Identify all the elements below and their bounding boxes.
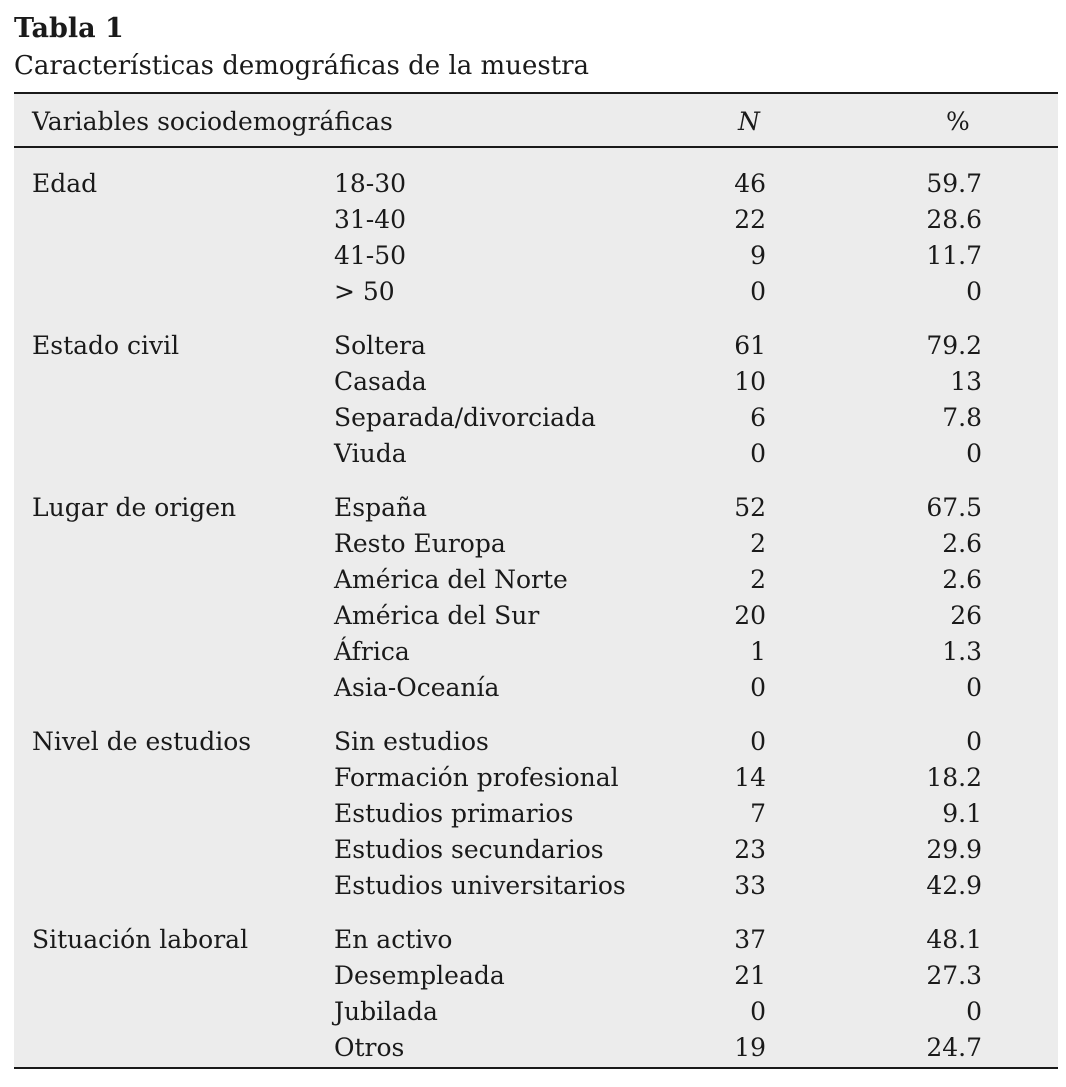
row-percent: 2.6 (942, 529, 982, 558)
row-category: 18-30 (334, 169, 407, 198)
demographics-table (14, 92, 1058, 1069)
row-category: 31-40 (334, 205, 407, 234)
row-n: 37 (734, 925, 766, 954)
row-percent: 67.5 (926, 493, 982, 522)
header-variables: Variables sociodemográficas (32, 107, 393, 136)
row-percent: 0 (966, 727, 982, 756)
row-category: Separada/divorciada (334, 403, 596, 432)
row-percent: 0 (966, 997, 982, 1026)
row-n: 9 (750, 241, 766, 270)
row-percent: 0 (966, 673, 982, 702)
row-category: > 50 (334, 277, 395, 306)
table-header-row (14, 94, 1058, 148)
row-n: 46 (734, 169, 766, 198)
row-percent: 24.7 (926, 1033, 982, 1062)
table-label: Tabla 1 (14, 13, 124, 44)
row-n: 0 (750, 277, 766, 306)
header-percent: % (946, 107, 970, 136)
row-n: 52 (734, 493, 766, 522)
group-label: Lugar de origen (32, 493, 237, 522)
row-n: 6 (750, 403, 766, 432)
row-category: Jubilada (334, 997, 438, 1026)
row-category: En activo (334, 925, 453, 954)
row-n: 7 (750, 799, 766, 828)
row-percent: 11.7 (926, 241, 982, 270)
row-n: 61 (734, 331, 766, 360)
row-n: 2 (750, 529, 766, 558)
row-category: 41-50 (334, 241, 407, 270)
row-percent: 13 (950, 367, 982, 396)
row-category: Resto Europa (334, 529, 506, 558)
table-caption: Características demográficas de la muestra (14, 51, 590, 81)
row-percent: 29.9 (926, 835, 982, 864)
group-label: Edad (32, 169, 98, 198)
row-percent: 18.2 (926, 763, 982, 792)
row-n: 2 (750, 565, 766, 594)
row-percent: 0 (966, 439, 982, 468)
group-label: Situación laboral (32, 925, 249, 954)
header-n: N (738, 107, 760, 136)
row-category: Estudios universitarios (334, 871, 626, 900)
row-percent: 2.6 (942, 565, 982, 594)
row-percent: 9.1 (942, 799, 982, 828)
row-category: España (334, 493, 427, 522)
row-category: América del Sur (334, 601, 540, 630)
row-percent: 28.6 (926, 205, 982, 234)
row-n: 0 (750, 439, 766, 468)
row-percent: 79.2 (926, 331, 982, 360)
row-n: 10 (734, 367, 766, 396)
row-category: Desempleada (334, 961, 505, 990)
row-category: Asia-Oceanía (334, 673, 500, 702)
row-n: 33 (734, 871, 766, 900)
group-label: Nivel de estudios (32, 727, 252, 756)
row-n: 0 (750, 727, 766, 756)
row-percent: 48.1 (926, 925, 982, 954)
row-n: 20 (734, 601, 766, 630)
row-n: 23 (734, 835, 766, 864)
row-n: 14 (734, 763, 766, 792)
row-n: 22 (734, 205, 766, 234)
row-category: Estudios secundarios (334, 835, 604, 864)
row-percent: 42.9 (926, 871, 982, 900)
row-n: 1 (750, 637, 766, 666)
row-percent: 59.7 (926, 169, 982, 198)
row-n: 0 (750, 997, 766, 1026)
row-percent: 7.8 (942, 403, 982, 432)
row-category: Casada (334, 367, 427, 396)
row-category: Soltera (334, 331, 426, 360)
row-n: 21 (734, 961, 766, 990)
row-percent: 26 (950, 601, 982, 630)
row-percent: 0 (966, 277, 982, 306)
row-category: África (334, 637, 410, 666)
row-percent: 27.3 (926, 961, 982, 990)
group-label: Estado civil (32, 331, 180, 360)
row-category: Estudios primarios (334, 799, 574, 828)
row-category: América del Norte (334, 565, 568, 594)
row-category: Otros (334, 1033, 405, 1062)
row-category: Viuda (334, 439, 407, 468)
row-n: 19 (734, 1033, 766, 1062)
row-percent: 1.3 (942, 637, 982, 666)
row-category: Formación profesional (334, 763, 619, 792)
row-n: 0 (750, 673, 766, 702)
row-category: Sin estudios (334, 727, 489, 756)
